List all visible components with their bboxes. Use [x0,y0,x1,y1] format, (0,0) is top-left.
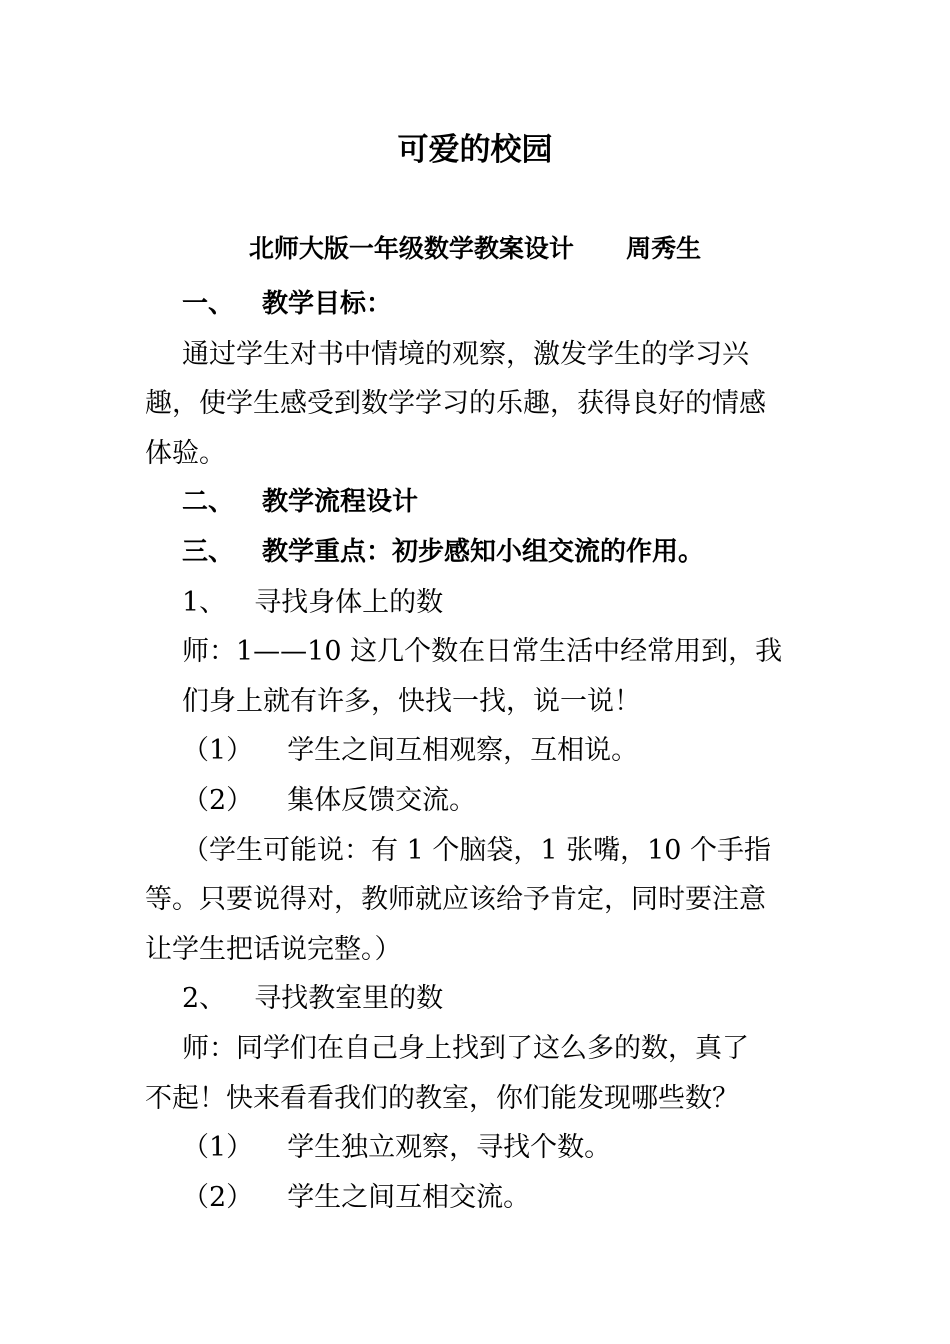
paragraph-line: （学生可能说：有 1 个脑袋，1 张嘴，10 个手指 [182,834,772,866]
paragraph-line: 不起！快来看看我们的教室，你们能发现哪些数？ [145,1082,739,1114]
document-byline: 北师大版一年级数学教案设计 周秀生 [248,234,702,263]
heading-text: 教学流程设计 [262,487,419,518]
heading-number: 三、 [182,536,235,567]
heading-number: 一、 [182,289,235,319]
paragraph-line: 让学生把话说完整。） [145,933,402,965]
paragraph-line: 师：1——10 这几个数在日常生活中经常用到，我 [182,636,783,668]
sub-item [145,776,810,826]
sub-item-text: 集体反馈交流。 [287,784,477,816]
step-title: 寻找身体上的数 [254,586,444,618]
step-number: 1、 [182,586,227,618]
sub-item [145,1123,810,1173]
section-heading-goal [145,280,810,330]
paragraph-line: 等。只要说得对，教师就应该给予肯定，同时要注意 [145,884,766,916]
paragraph-line: 们身上就有许多，快找一找，说一说！ [182,685,641,717]
paragraph-line: 趣，使学生感受到数学学习的乐趣，获得良好的情感 [145,388,766,420]
sub-item-number: （2） [182,784,254,816]
sub-item-text: 学生之间互相交流。 [287,1181,531,1213]
section-heading-key [145,528,810,578]
sub-item [145,726,810,776]
heading-text: 教学目标： [262,289,393,319]
heading-number: 二、 [182,487,235,518]
sub-item-number: （1） [182,1132,254,1164]
paragraph-line: 师：同学们在自己身上找到了这么多的数，真了 [182,1032,749,1064]
step-heading-1 [145,578,810,628]
heading-text: 教学重点：初步感知小组交流的作用。 [262,536,705,567]
paragraph-line: 通过学生对书中情境的观察，激发学生的学习兴 [182,338,749,370]
sub-item-text: 学生之间互相观察，互相说。 [287,735,639,767]
step-title: 寻找教室里的数 [254,983,444,1015]
sub-item-number: （2） [182,1181,254,1213]
section-heading-flow [145,478,810,528]
sub-item-text: 学生独立观察，寻找个数。 [287,1132,612,1164]
sub-item [145,1173,810,1223]
step-heading-2 [145,974,810,1024]
document-body [145,280,810,1222]
step-number: 2、 [182,983,227,1015]
paragraph-line: 体验。 [145,437,226,469]
sub-item-number: （1） [182,735,254,767]
document-title: 可爱的校园 [397,132,553,168]
